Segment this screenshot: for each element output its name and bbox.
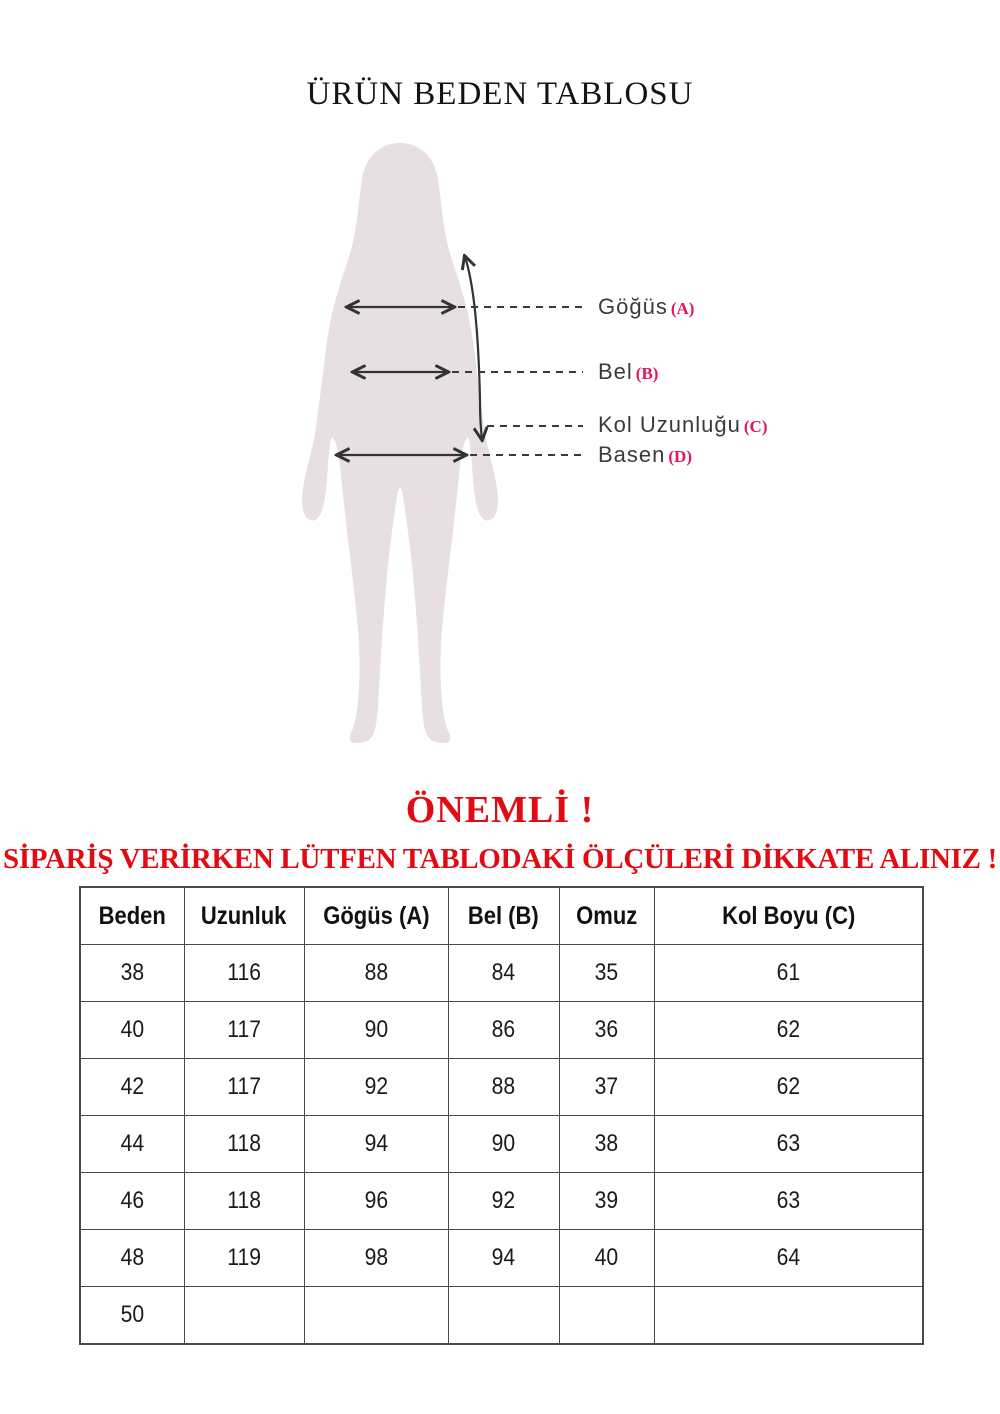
column-header-uzunluk: Uzunluk bbox=[184, 887, 304, 945]
size-cell bbox=[184, 1287, 304, 1345]
size-cell: 92 bbox=[304, 1059, 448, 1116]
size-cell: 38 bbox=[80, 945, 184, 1002]
size-cell: 119 bbox=[184, 1230, 304, 1287]
table-row-size-50 bbox=[80, 1287, 923, 1345]
size-cell: 96 bbox=[304, 1173, 448, 1230]
size-cell: 61 bbox=[654, 945, 923, 1002]
table-row-size-40 bbox=[80, 1002, 923, 1059]
size-table-header-row bbox=[80, 887, 923, 945]
table-row-size-46 bbox=[80, 1173, 923, 1230]
size-cell bbox=[448, 1287, 559, 1345]
size-cell: 117 bbox=[184, 1002, 304, 1059]
measure-label-waist bbox=[598, 359, 658, 385]
size-cell: 62 bbox=[654, 1059, 923, 1116]
size-cell: 88 bbox=[304, 945, 448, 1002]
size-cell: 90 bbox=[448, 1116, 559, 1173]
column-header-bel: Bel (B) bbox=[448, 887, 559, 945]
measure-label-hip bbox=[598, 442, 692, 468]
size-cell: 116 bbox=[184, 945, 304, 1002]
size-cell: 92 bbox=[448, 1173, 559, 1230]
size-cell: 118 bbox=[184, 1116, 304, 1173]
size-cell: 50 bbox=[80, 1287, 184, 1345]
female-body-silhouette bbox=[302, 143, 498, 743]
size-cell bbox=[559, 1287, 654, 1345]
size-cell: 64 bbox=[654, 1230, 923, 1287]
measure-label-arm-length-text: Kol Uzunluğu bbox=[598, 412, 741, 437]
size-cell: 88 bbox=[448, 1059, 559, 1116]
measure-label-chest bbox=[598, 294, 694, 320]
column-header-omuz: Omuz bbox=[559, 887, 654, 945]
size-cell: 62 bbox=[654, 1002, 923, 1059]
important-heading: ÖNEMLİ ! bbox=[405, 789, 595, 831]
size-cell: 35 bbox=[559, 945, 654, 1002]
table-row-size-44 bbox=[80, 1116, 923, 1173]
body-measurement-diagram bbox=[280, 135, 600, 755]
size-cell: 94 bbox=[304, 1116, 448, 1173]
measure-label-chest-text: Göğüs bbox=[598, 294, 668, 319]
size-cell: 118 bbox=[184, 1173, 304, 1230]
size-table bbox=[79, 886, 924, 1345]
size-cell: 90 bbox=[304, 1002, 448, 1059]
size-cell: 40 bbox=[80, 1002, 184, 1059]
size-cell: 63 bbox=[654, 1116, 923, 1173]
size-cell: 44 bbox=[80, 1116, 184, 1173]
size-cell bbox=[304, 1287, 448, 1345]
column-header-kol-boyu: Kol Boyu (C) bbox=[654, 887, 923, 945]
table-row-size-42 bbox=[80, 1059, 923, 1116]
size-cell: 39 bbox=[559, 1173, 654, 1230]
measure-label-waist-text: Bel bbox=[598, 359, 633, 384]
column-header-gogus: Gögüs (A) bbox=[304, 887, 448, 945]
measure-code-b: (B) bbox=[635, 364, 659, 383]
measure-code-a: (A) bbox=[670, 299, 695, 318]
measure-label-arm-length bbox=[598, 412, 767, 438]
column-header-beden: Beden bbox=[80, 887, 184, 945]
size-cell: 84 bbox=[448, 945, 559, 1002]
table-row-size-48 bbox=[80, 1230, 923, 1287]
page-title: ÜRÜN BEDEN TABLOSU bbox=[306, 76, 694, 112]
size-cell: 40 bbox=[559, 1230, 654, 1287]
size-cell: 86 bbox=[448, 1002, 559, 1059]
size-cell: 63 bbox=[654, 1173, 923, 1230]
table-row-size-38 bbox=[80, 945, 923, 1002]
size-cell: 38 bbox=[559, 1116, 654, 1173]
size-cell: 48 bbox=[80, 1230, 184, 1287]
size-cell: 117 bbox=[184, 1059, 304, 1116]
size-cell bbox=[654, 1287, 923, 1345]
size-cell: 94 bbox=[448, 1230, 559, 1287]
measure-code-d: (D) bbox=[668, 447, 692, 466]
measure-label-hip-text: Basen bbox=[598, 442, 666, 467]
size-cell: 42 bbox=[80, 1059, 184, 1116]
size-cell: 37 bbox=[559, 1059, 654, 1116]
measure-code-c: (C) bbox=[743, 417, 768, 436]
size-cell: 98 bbox=[304, 1230, 448, 1287]
size-cell: 36 bbox=[559, 1002, 654, 1059]
size-cell: 46 bbox=[80, 1173, 184, 1230]
important-note: SİPARİŞ VERİRKEN LÜTFEN TABLODAKİ ÖLÇÜLERİ DİKKATE ALINIZ ! bbox=[2, 843, 998, 875]
